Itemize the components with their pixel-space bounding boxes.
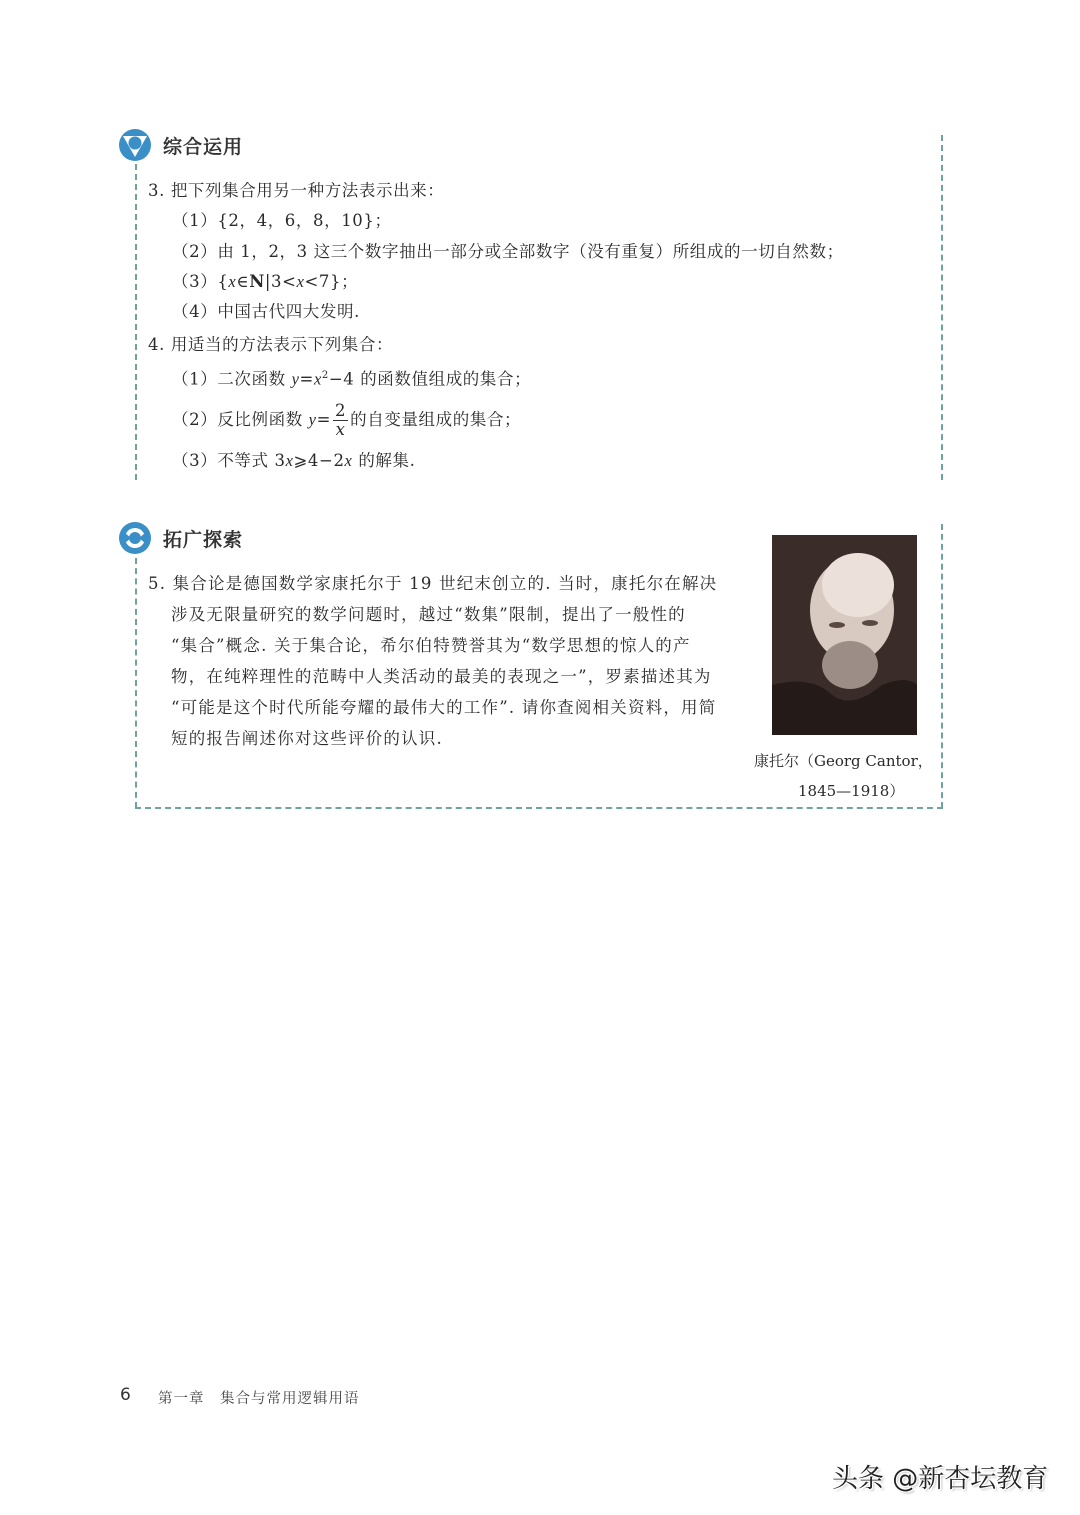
portrait-caption-line1: 康托尔（Georg Cantor，	[754, 752, 933, 770]
page-number: 6	[120, 1385, 131, 1405]
problem-4-item-1: （1）二次函数 $y=x^2-4$ 的函数值组成的集合；	[172, 369, 532, 389]
fraction: $\frac{2}{x}$	[335, 401, 347, 439]
portrait-caption-line2: 1845—1918）	[798, 782, 905, 800]
problem-4: 4. 用适当的方法表示下列集合：	[148, 335, 394, 354]
problem-4-item-2: （2）反比例函数 y= $\frac{2}{x}$ 的自变量组成的集合；	[172, 401, 522, 439]
dashed-border-left	[135, 558, 137, 808]
chapter-title: 第一章 集合与常用逻辑用语	[158, 1391, 360, 1407]
dashed-border-bottom	[135, 807, 943, 809]
problem-5: 5. 集合论是德国数学家康托尔于 19 世纪末创立的. 当时，康托尔在解决 涉及无限量研究的数学问题时，越过“数集”限制，提出了一般性的 “集合”概念. 关于集合论，希尔伯特赞誉其为“数学思想的惊人的产 物，在纯粹理性的范畴中人类活动的最美的表现之一”，罗素描述其为 “可能是这个时代所能夸耀的最伟大的工作”. 请你查阅相关资料，用简 短的报告阐述你对这些评价的认识.	[148, 574, 718, 748]
problem-3-item-1: （1）{2，4，6，8，10}；	[172, 211, 392, 230]
problem-3: 3. 把下列集合用另一种方法表示出来：	[148, 181, 445, 200]
cantor-portrait	[772, 535, 917, 735]
problem-3-item-2: （2）由 1，2，3 这三个数字抽出一部分或全部数字（没有重复）所组成的一切自然数；	[172, 242, 844, 261]
problem-3-item-3: （3）{x∈N|3<x<7}；	[172, 272, 359, 291]
triangle-circle-icon	[118, 128, 152, 162]
problem-3-item-4: （4）中国古代四大发明.	[172, 302, 360, 321]
dashed-border-right	[941, 524, 943, 808]
dashed-border-right	[941, 135, 943, 480]
problem-4-item-3: （3）不等式 3x⩾4−2x 的解集.	[172, 451, 416, 470]
section-title: 拓广探索	[163, 529, 244, 551]
section-title: 综合运用	[163, 136, 244, 158]
ring-circle-icon	[118, 521, 152, 555]
dashed-border-left	[135, 164, 137, 480]
watermark: 头条 @新杏坛教育	[832, 1464, 1049, 1494]
